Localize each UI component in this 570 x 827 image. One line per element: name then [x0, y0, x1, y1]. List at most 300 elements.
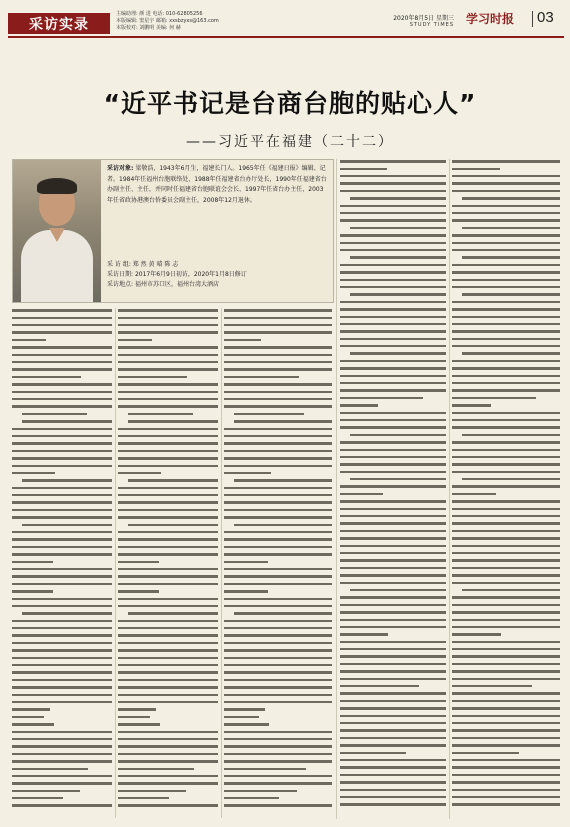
text-line	[224, 404, 332, 411]
text-line	[118, 352, 218, 359]
text-line	[452, 233, 560, 240]
text-line	[452, 314, 560, 321]
text-line	[224, 397, 332, 404]
text-line	[118, 375, 218, 382]
text-line	[12, 567, 112, 574]
text-line	[340, 772, 446, 779]
text-line	[224, 744, 332, 751]
text-line	[12, 478, 112, 485]
divider	[449, 159, 450, 819]
text-line	[12, 434, 112, 441]
text-line	[118, 315, 218, 322]
text-line	[452, 743, 560, 750]
text-line	[452, 750, 560, 757]
text-line	[340, 226, 446, 233]
text-line	[340, 713, 446, 720]
meta-label: 采 访 组:	[107, 261, 131, 268]
text-line	[452, 780, 560, 787]
text-line	[224, 456, 332, 463]
text-line	[452, 359, 560, 366]
text-line	[452, 795, 560, 802]
text-line	[224, 759, 332, 766]
text-line	[452, 262, 560, 269]
text-line	[12, 678, 112, 685]
text-line	[452, 580, 560, 587]
text-line	[340, 255, 446, 262]
text-line	[340, 455, 446, 462]
text-line	[452, 573, 560, 580]
text-line	[452, 418, 560, 425]
text-line	[340, 418, 446, 425]
text-line	[340, 233, 446, 240]
text-line	[224, 508, 332, 515]
text-line	[118, 788, 218, 795]
text-line	[224, 722, 332, 729]
text-line	[12, 463, 112, 470]
text-line	[452, 713, 560, 720]
text-line	[118, 567, 218, 574]
text-line	[12, 714, 112, 721]
text-line	[12, 471, 112, 478]
text-line	[118, 367, 218, 374]
text-line	[452, 181, 560, 188]
interview-time: 2017年6月9日初访，2020年1月8日修订	[134, 271, 247, 278]
text-line	[340, 396, 446, 403]
text-line	[12, 559, 112, 566]
text-line	[12, 485, 112, 492]
text-line	[118, 611, 218, 618]
text-line	[118, 744, 218, 751]
text-line	[452, 403, 560, 410]
text-line	[224, 707, 332, 714]
text-line	[12, 574, 112, 581]
text-line	[118, 478, 218, 485]
text-line	[452, 211, 560, 218]
text-line	[452, 721, 560, 728]
text-line	[452, 521, 560, 528]
text-line	[118, 382, 218, 389]
profile-label: 采访对象:	[107, 165, 134, 172]
article-subtitle: ——习近平在福建（二十二）	[186, 134, 394, 150]
article-column	[340, 159, 446, 819]
text-line	[452, 765, 560, 772]
text-line	[452, 469, 560, 476]
text-line	[12, 552, 112, 559]
divider	[532, 11, 533, 27]
text-line	[224, 626, 332, 633]
text-line	[452, 462, 560, 469]
text-line	[452, 196, 560, 203]
text-line	[452, 787, 560, 794]
text-line	[224, 441, 332, 448]
interviewers: 郑 然 黄 晴 陈 志	[132, 261, 179, 268]
text-line	[452, 706, 560, 713]
text-line	[12, 692, 112, 699]
text-line	[452, 565, 560, 572]
text-line	[12, 397, 112, 404]
text-line	[12, 589, 112, 596]
text-line	[224, 545, 332, 552]
text-line	[118, 574, 218, 581]
text-line	[340, 218, 446, 225]
text-line	[452, 299, 560, 306]
text-line	[12, 367, 112, 374]
text-line	[118, 552, 218, 559]
masthead	[0, 0, 570, 38]
text-line	[224, 360, 332, 367]
article-title: “近平书记是台商台胞的贴心人”	[103, 89, 477, 118]
text-line	[452, 639, 560, 646]
page-number: 03	[537, 9, 554, 26]
text-line	[452, 529, 560, 536]
text-line	[452, 758, 560, 765]
text-line	[340, 662, 446, 669]
text-line	[118, 648, 218, 655]
section-label: 采访实录	[8, 13, 110, 34]
text-line	[340, 373, 446, 380]
date-text: 2020年8月5日 星期三	[393, 15, 454, 22]
text-line	[452, 226, 560, 233]
text-line	[118, 515, 218, 522]
text-line	[118, 338, 218, 345]
text-line	[452, 536, 560, 543]
text-line	[12, 545, 112, 552]
text-line	[118, 404, 218, 411]
text-line	[452, 691, 560, 698]
text-line	[12, 330, 112, 337]
text-line	[118, 796, 218, 803]
text-line	[340, 802, 446, 809]
text-line	[12, 604, 112, 611]
text-line	[118, 345, 218, 352]
text-line	[12, 729, 112, 736]
text-line	[340, 676, 446, 683]
text-line	[340, 366, 446, 373]
text-line	[340, 344, 446, 351]
text-line	[12, 707, 112, 714]
text-line	[452, 189, 560, 196]
text-line	[118, 722, 218, 729]
text-line	[12, 618, 112, 625]
text-line	[224, 471, 332, 478]
text-line	[340, 735, 446, 742]
text-line	[118, 626, 218, 633]
text-line	[452, 647, 560, 654]
text-line	[452, 366, 560, 373]
text-line	[224, 522, 332, 529]
text-line	[340, 780, 446, 787]
text-line	[340, 196, 446, 203]
text-line	[118, 692, 218, 699]
text-line	[224, 803, 332, 810]
text-line	[452, 802, 560, 809]
text-line	[452, 506, 560, 513]
text-line	[340, 647, 446, 654]
text-line	[118, 522, 218, 529]
text-line	[12, 522, 112, 529]
text-line	[452, 492, 560, 499]
text-line	[12, 685, 112, 692]
text-line	[224, 604, 332, 611]
text-line	[452, 455, 560, 462]
text-line	[12, 633, 112, 640]
text-line	[340, 558, 446, 565]
text-line	[118, 633, 218, 640]
text-line	[452, 617, 560, 624]
text-line	[452, 654, 560, 661]
profile-meta	[107, 260, 327, 290]
text-line	[340, 654, 446, 661]
text-line	[452, 499, 560, 506]
editor-line: 本版编辑: 窦星宇 邮箱: xxsbzyxs@163.com	[116, 18, 219, 24]
text-line	[118, 537, 218, 544]
text-line	[118, 670, 218, 677]
text-line	[452, 669, 560, 676]
text-line	[452, 285, 560, 292]
text-line	[340, 425, 446, 432]
text-line	[452, 240, 560, 247]
text-line	[12, 744, 112, 751]
text-line	[118, 360, 218, 367]
text-line	[12, 611, 112, 618]
text-line	[118, 323, 218, 330]
text-line	[224, 515, 332, 522]
text-line	[224, 315, 332, 322]
text-line	[340, 181, 446, 188]
editor-line: 本版校对: 刘鹏明 美编: 何 赫	[116, 25, 181, 31]
text-line	[12, 655, 112, 662]
text-line	[340, 499, 446, 506]
text-line	[452, 735, 560, 742]
text-line	[12, 456, 112, 463]
text-line	[340, 684, 446, 691]
text-line	[340, 506, 446, 513]
text-line	[12, 774, 112, 781]
text-line	[452, 440, 560, 447]
text-line	[118, 781, 218, 788]
text-line	[340, 758, 446, 765]
text-line	[340, 743, 446, 750]
text-line	[12, 338, 112, 345]
text-line	[118, 463, 218, 470]
text-line	[12, 360, 112, 367]
text-line	[118, 655, 218, 662]
text-line	[224, 729, 332, 736]
text-line	[224, 559, 332, 566]
text-line	[224, 714, 332, 721]
text-line	[452, 248, 560, 255]
text-line	[452, 159, 560, 166]
text-line	[452, 307, 560, 314]
article-column	[452, 159, 560, 819]
text-line	[340, 440, 446, 447]
text-line	[340, 484, 446, 491]
text-line	[340, 329, 446, 336]
text-line	[118, 389, 218, 396]
text-line	[224, 434, 332, 441]
text-line	[118, 441, 218, 448]
meta-label: 采访日期:	[107, 271, 134, 278]
text-line	[224, 581, 332, 588]
text-line	[340, 403, 446, 410]
text-line	[118, 714, 218, 721]
text-line	[452, 373, 560, 380]
text-line	[224, 537, 332, 544]
text-line	[340, 536, 446, 543]
text-line	[224, 796, 332, 803]
text-line	[224, 611, 332, 618]
text-line	[118, 774, 218, 781]
text-line	[452, 558, 560, 565]
header-rule	[8, 36, 564, 38]
portrait-photo	[13, 160, 101, 302]
text-line	[12, 751, 112, 758]
text-line	[340, 492, 446, 499]
text-line	[224, 766, 332, 773]
text-line	[340, 322, 446, 329]
text-line	[340, 699, 446, 706]
text-line	[224, 641, 332, 648]
text-line	[452, 336, 560, 343]
text-line	[12, 759, 112, 766]
text-line	[452, 595, 560, 602]
text-line	[224, 700, 332, 707]
text-line	[224, 618, 332, 625]
text-line	[12, 308, 112, 315]
text-line	[340, 432, 446, 439]
text-line	[340, 765, 446, 772]
text-line	[340, 477, 446, 484]
text-line	[340, 795, 446, 802]
text-line	[118, 604, 218, 611]
text-line	[452, 588, 560, 595]
text-line	[118, 500, 218, 507]
text-line	[224, 382, 332, 389]
text-line	[340, 639, 446, 646]
text-line	[224, 463, 332, 470]
text-line	[340, 447, 446, 454]
text-line	[12, 596, 112, 603]
text-line	[452, 381, 560, 388]
text-line	[452, 322, 560, 329]
text-line	[118, 581, 218, 588]
text-line	[452, 174, 560, 181]
text-line	[118, 426, 218, 433]
text-line	[12, 352, 112, 359]
text-line	[118, 434, 218, 441]
text-line	[12, 626, 112, 633]
text-line	[224, 530, 332, 537]
text-line	[340, 595, 446, 602]
text-line	[118, 759, 218, 766]
paper-name-en: STUDY TIMES	[409, 22, 454, 28]
text-line	[340, 565, 446, 572]
text-line	[224, 655, 332, 662]
editor-info	[116, 11, 256, 32]
text-line	[340, 166, 446, 173]
text-line	[118, 803, 218, 810]
text-line	[118, 397, 218, 404]
text-line	[224, 589, 332, 596]
text-line	[452, 676, 560, 683]
text-line	[12, 441, 112, 448]
text-line	[12, 493, 112, 500]
text-line	[12, 648, 112, 655]
text-line	[224, 685, 332, 692]
text-line	[340, 462, 446, 469]
text-line	[340, 625, 446, 632]
editor-line: 主编助理: 颜 进 电话: 010-62805256	[116, 11, 203, 17]
text-line	[118, 330, 218, 337]
text-line	[340, 521, 446, 528]
text-line	[224, 500, 332, 507]
text-line	[340, 159, 446, 166]
divider	[336, 159, 337, 819]
divider	[115, 308, 116, 818]
text-line	[118, 448, 218, 455]
text-line	[224, 323, 332, 330]
text-line	[452, 292, 560, 299]
text-line	[118, 596, 218, 603]
text-line	[12, 700, 112, 707]
text-line	[340, 750, 446, 757]
text-line	[340, 248, 446, 255]
text-line	[340, 514, 446, 521]
text-line	[452, 484, 560, 491]
text-line	[12, 404, 112, 411]
text-line	[340, 292, 446, 299]
text-line	[452, 728, 560, 735]
text-line	[340, 706, 446, 713]
text-line	[224, 567, 332, 574]
text-line	[340, 617, 446, 624]
text-line	[12, 737, 112, 744]
text-line	[340, 336, 446, 343]
text-line	[224, 419, 332, 426]
text-line	[224, 781, 332, 788]
text-line	[340, 721, 446, 728]
text-line	[340, 299, 446, 306]
text-line	[452, 602, 560, 609]
text-line	[224, 485, 332, 492]
text-line	[340, 174, 446, 181]
text-line	[224, 426, 332, 433]
article-column	[118, 308, 218, 818]
text-line	[118, 308, 218, 315]
text-line	[12, 796, 112, 803]
text-line	[452, 551, 560, 558]
text-line	[12, 315, 112, 322]
text-line	[224, 411, 332, 418]
text-line	[118, 729, 218, 736]
text-line	[224, 552, 332, 559]
text-line	[340, 551, 446, 558]
text-line	[452, 410, 560, 417]
text-line	[118, 641, 218, 648]
text-line	[452, 270, 560, 277]
text-line	[224, 308, 332, 315]
text-line	[340, 203, 446, 210]
text-line	[340, 787, 446, 794]
text-line	[12, 722, 112, 729]
text-line	[452, 218, 560, 225]
text-line	[340, 285, 446, 292]
profile-subject: 梁敬浩，1943年6月生，福建长门人。1965年任《福建日报》编辑、记者。1984年任福州台胞联络处，1988年任福建省台办厅处长，1990年任福建省台办副主任、主任，并同时任福建省台胞联谊会会长、1997年任省台办主任，2003年任省政协港澳台侨委员会副主任，2008年12月退休。	[107, 165, 327, 204]
text-line	[12, 663, 112, 670]
text-line	[118, 589, 218, 596]
text-line	[118, 456, 218, 463]
text-line	[452, 203, 560, 210]
